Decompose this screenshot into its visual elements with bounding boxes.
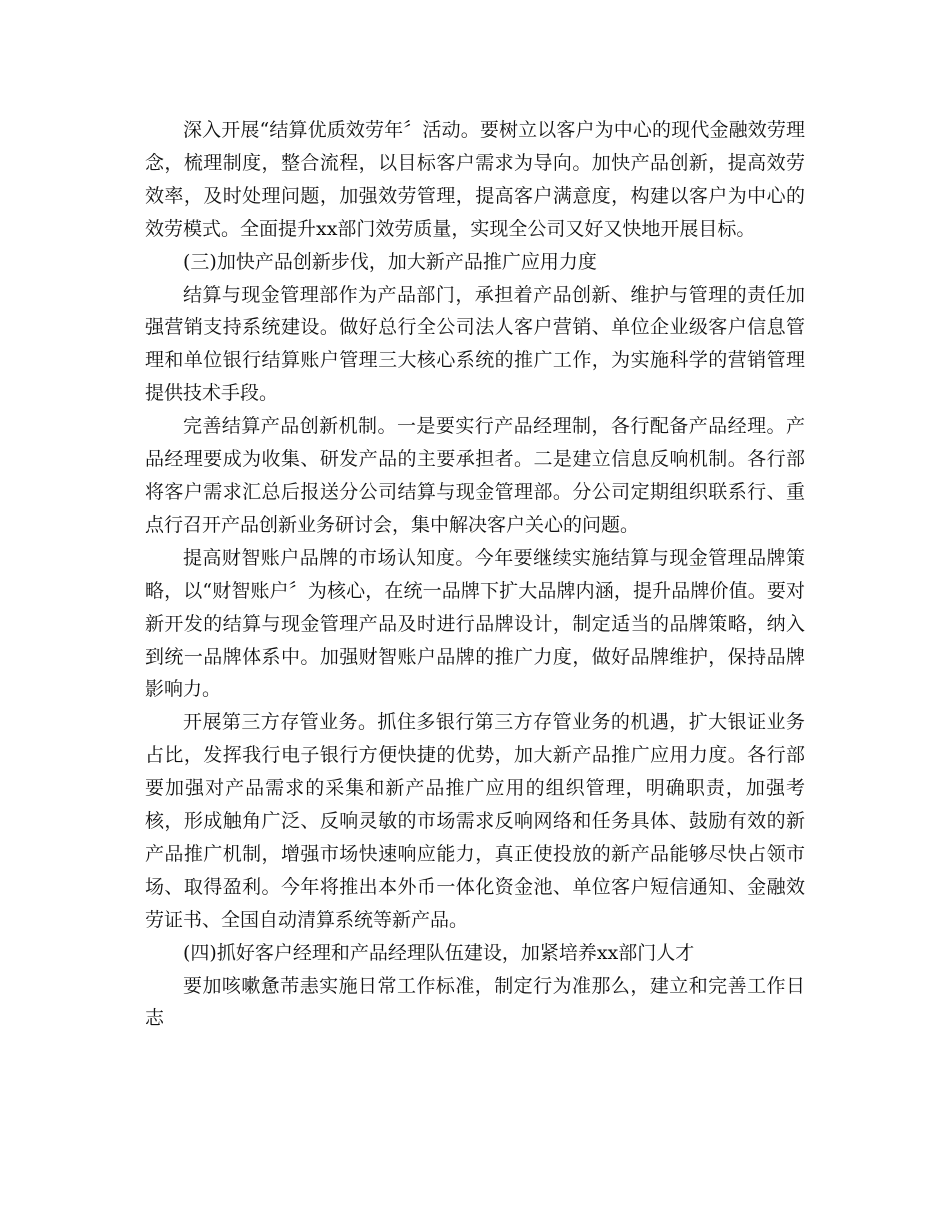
paragraph-work-standards: 要加咳嗽惫芾恚实施日常工作标准，制定行为准那么，建立和完善工作日志 [145,974,805,1030]
paragraph-third-party-custody: 开展第三方存管业务。抓住多银行第三方存管业务的机遇，扩大银证业务占比，发挥我行电子银行方便快捷的优势，加大新产品推广应用力度。各行部要加强对产品需求的采集和新产品推广应用的组织管理，明确职责，加强考核，形成触角广泛、反响灵敏的市场需求反响网络和任务具体、鼓励有效的新产品推广机制，增强市场快速响应能力，真正使投放的新产品能够尽快占领市场、取得盈利。今年将推出本外币一体化资金池、单位客户短信通知、金融效劳证书、全国自动清算系统等新产品。 [145,711,805,931]
section-heading-4: (四)抓好客户经理和产品经理队伍建设，加紧培养xx部门人才 [183,941,695,964]
section-heading-3: (三)加快产品创新步伐，加大新产品推广应用力度 [183,250,597,273]
document-page [145,114,805,1035]
paragraph-innovation-mechanism: 完善结算产品创新机制。一是要实行产品经理制，各行配备产品经理。产品经理要成为收集、研发产品的主要承担者。二是建立信息反响机制。各行部将客户需求汇总后报送分公司结算与现金管理部。分公司定期组织联系行、重点行召开产品创新业务研讨会，集中解决客户关心的问题。 [145,415,805,536]
paragraph-product-dept: 结算与现金管理部作为产品部门，承担着产品创新、维护与管理的责任加强营销支持系统建设。做好总行全公司法人客户营销、单位企业级客户信息管理和单位银行结算账户管理三大核心系统的推广工作，为实施科学的营销管理提供技术手段。 [145,283,805,405]
paragraph-brand-awareness: 提高财智账户品牌的市场认知度。今年要继续实施结算与现金管理品牌策略，以“财智账户〞为核心，在统一品牌下扩大品牌内涵，提升品牌价值。要对新开发的结算与现金管理产品及时进行品牌设计，制定适当的品牌策略，纳入到统一品牌体系中。加强财智账户品牌的推广力度，做好品牌维护，保持品牌影响力。 [145,546,805,701]
paragraph-service-year: 深入开展“结算优质效劳年〞活动。要树立以客户为中心的现代金融效劳理念，梳理制度，整合流程，以目标客户需求为导向。加快产品创新，提高效劳效率，及时处理问题，加强效劳管理，提高客户满意度，构建以客户为中心的效劳模式。全面提升xx部门效劳质量，实现全公司又好又快地开展目标。 [145,119,805,240]
